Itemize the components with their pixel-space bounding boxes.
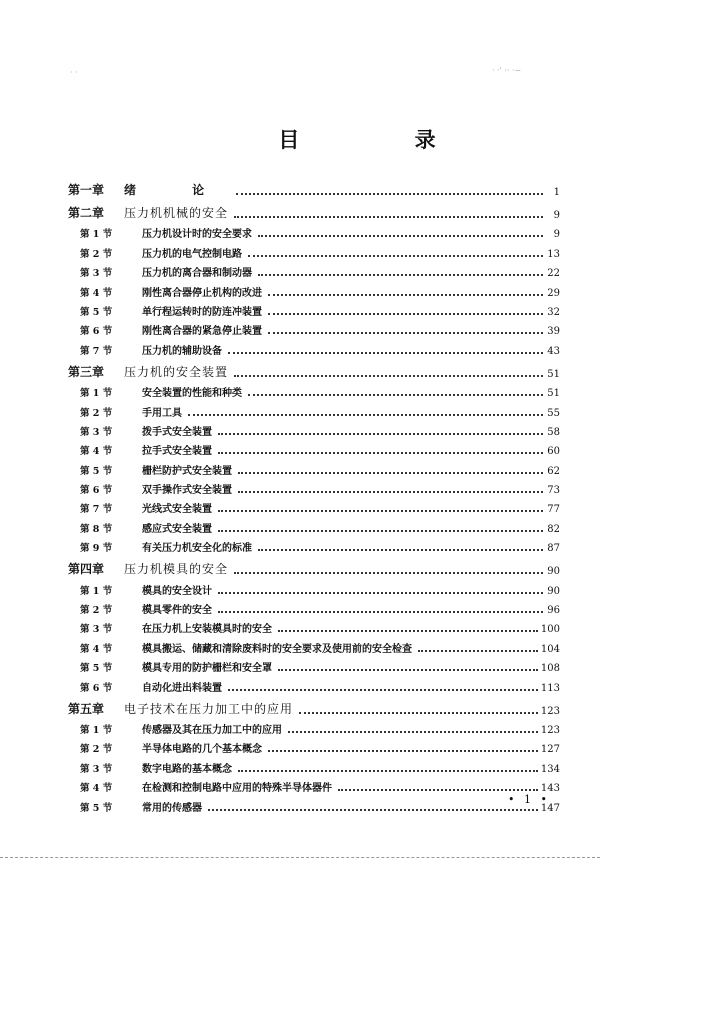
toc-entry-label: 第 1 节 — [80, 388, 113, 400]
leader-dots — [299, 712, 538, 714]
toc-entry-title: 模具的安全设计 — [142, 585, 212, 597]
toc-entry-page: 1 — [553, 187, 560, 198]
toc-entry-page: 90 — [547, 585, 560, 597]
toc-entry-page: 29 — [547, 287, 560, 299]
leader-dots — [418, 650, 538, 652]
toc-entry-label: 第一章 — [68, 183, 105, 197]
toc-entry-label: 第 6 节 — [80, 485, 113, 497]
toc-entry-label: 第 6 节 — [80, 326, 113, 338]
toc-section-entry — [68, 260, 560, 279]
toc-entry-page: 82 — [547, 523, 560, 535]
toc-entry-title: 压力机的辅助设备 — [142, 345, 222, 357]
leader-dots — [228, 352, 543, 354]
toc-entry-title: 模具零件的安全 — [142, 605, 212, 617]
toc-entry-label: 第 7 节 — [80, 345, 113, 357]
toc-entry-title: 压力机的电气控制电路 — [142, 248, 242, 260]
leader-dots — [218, 510, 543, 512]
leader-dots — [228, 689, 538, 691]
toc-entry-label: 第 5 节 — [80, 306, 113, 318]
toc-section-entry — [68, 655, 560, 674]
toc-entry-label: 第 3 节 — [80, 763, 113, 775]
toc-entry-page: 90 — [547, 566, 560, 578]
toc-entry-page: 104 — [540, 643, 560, 655]
leader-dots — [234, 375, 543, 377]
toc-entry-page: 51 — [547, 388, 560, 400]
toc-entry-title: 电子技术在压力加工中的应用 — [124, 701, 294, 716]
toc-entry-title: 安全装置的性能和种类 — [142, 388, 242, 400]
toc-entry-label: 第 6 节 — [80, 682, 113, 694]
toc-entry-page: 143 — [540, 783, 560, 795]
toc-chapter-entry — [68, 177, 560, 198]
toc-entry-page: 13 — [547, 248, 560, 260]
toc-section-entry — [68, 496, 560, 515]
scan-speck: · ·' ·· ·~ — [492, 66, 522, 75]
toc-entry-page: 96 — [547, 605, 560, 617]
toc-entry-page: 123 — [540, 705, 560, 717]
toc-entry-title: 有关压力机安全化的标准 — [142, 543, 252, 555]
toc-entry-title: 感应式安全装置 — [142, 523, 212, 535]
toc-entry-title: 压力机的安全装置 — [124, 364, 229, 379]
toc-section-entry — [68, 755, 560, 774]
toc-entry-label: 第 4 节 — [80, 287, 113, 299]
toc-entry-title: 模具搬运、储藏和清除废料时的安全要求及使用前的安全检查 — [142, 643, 412, 655]
toc-entry-label: 第 1 节 — [80, 724, 113, 736]
toc-entry-title: 在压力机上安装模具时的安全 — [142, 624, 272, 636]
leader-dots — [278, 630, 538, 632]
toc-entry-page: 9 — [553, 229, 560, 241]
toc-entry-title: 单行程运转时的防连冲装置 — [142, 306, 262, 318]
leader-dots — [218, 592, 543, 594]
toc-section-entry — [68, 438, 560, 457]
leader-dots — [268, 332, 543, 334]
leader-dots — [234, 216, 543, 218]
toc-entry-page: 43 — [547, 345, 560, 357]
toc-entry-title: 压力机模具的安全 — [124, 562, 229, 577]
toc-entry-label: 第 3 节 — [80, 624, 113, 636]
toc-entry-title: 传感器及其在压力加工中的应用 — [142, 724, 282, 736]
toc-entry-page: 9 — [553, 210, 560, 221]
toc-entry-label: 第 8 节 — [80, 523, 113, 535]
toc-entry-title: 手用工具 — [142, 407, 182, 419]
toc-entry-label: 第 9 节 — [80, 543, 113, 555]
toc-section-entry — [68, 380, 560, 399]
toc-entry-title: 拨手式安全装置 — [142, 426, 212, 438]
toc-entry-label: 第 5 节 — [80, 802, 113, 814]
toc-entry-title: 模具专用的防护栅栏和安全罩 — [142, 663, 272, 675]
toc-entry-page: 39 — [547, 326, 560, 338]
toc-entry-label: 第 1 节 — [80, 585, 113, 597]
toc-entry-page: 77 — [547, 504, 560, 516]
toc-entry-page: 73 — [547, 485, 560, 497]
leader-dots — [278, 669, 538, 671]
leader-dots — [234, 572, 543, 574]
toc-section-entry — [68, 635, 560, 654]
leader-dots — [268, 313, 543, 315]
leader-dots — [236, 193, 543, 195]
toc-section-entry — [68, 535, 560, 554]
toc-entry-label: 第 4 节 — [80, 783, 113, 795]
leader-dots — [238, 472, 543, 474]
toc-entry-page: 147 — [540, 802, 560, 814]
toc-section-entry — [68, 457, 560, 476]
toc-entry-page: 60 — [547, 446, 560, 458]
toc-entry-title: 半导体电路的几个基本概念 — [142, 744, 262, 756]
toc-entry-label: 第四章 — [68, 562, 105, 577]
toc-entry-label: 第 1 节 — [80, 229, 113, 241]
leader-dots — [248, 255, 543, 257]
leader-dots — [288, 731, 538, 733]
toc-entry-label: 第 4 节 — [80, 446, 113, 458]
toc-title: 目 录 — [278, 127, 490, 152]
toc-entry-label: 第 4 节 — [80, 643, 113, 655]
toc-entry-label: 第 5 节 — [80, 663, 113, 675]
toc-entry-page: 134 — [540, 763, 560, 775]
toc-entry-label: 第 2 节 — [80, 744, 113, 756]
leader-dots — [268, 294, 543, 296]
toc-entry-label: 第五章 — [68, 701, 105, 716]
toc-chapter-entry — [68, 696, 560, 717]
leader-dots — [218, 452, 543, 454]
toc-entry-title: 压力机的离合器和制动器 — [142, 268, 252, 280]
leader-dots — [238, 770, 538, 772]
scan-edge-line — [0, 857, 600, 858]
toc-entry-title: 刚性离合器停止机构的改进 — [142, 287, 262, 299]
toc-section-entry — [68, 240, 560, 259]
toc-entry-title: 在检测和控制电路中应用的特殊半导体器件 — [142, 783, 332, 795]
toc-entry-page: 58 — [547, 426, 560, 438]
toc-section-entry — [68, 221, 560, 240]
leader-dots — [218, 433, 543, 435]
toc-section-entry — [68, 597, 560, 616]
toc-entry-page: 87 — [547, 543, 560, 555]
toc-section-entry — [68, 419, 560, 438]
leader-dots — [258, 235, 543, 237]
toc-entry-label: 第二章 — [68, 206, 105, 220]
toc-section-entry — [68, 515, 560, 534]
toc-entry-label: 第三章 — [68, 364, 105, 379]
leader-dots — [218, 530, 543, 532]
page-number-footer: • 1 • — [508, 793, 550, 806]
toc-entry-page: 22 — [547, 268, 560, 280]
toc-entry-label: 第 5 节 — [80, 465, 113, 477]
leader-dots — [338, 789, 538, 791]
toc-section-entry — [68, 577, 560, 596]
toc-section-entry — [68, 318, 560, 337]
toc-entry-page: 32 — [547, 306, 560, 318]
toc-entry-title: 常用的传感器 — [142, 802, 202, 814]
toc-section-entry — [68, 477, 560, 496]
toc-entry-page: 123 — [540, 724, 560, 736]
toc-entry-title: 压力机机械的安全 — [124, 206, 229, 220]
toc-section-entry — [68, 717, 560, 736]
toc-entry-page: 55 — [547, 407, 560, 419]
toc-entry-page: 113 — [540, 682, 560, 694]
toc-entry-page: 51 — [547, 368, 560, 380]
toc-section-entry — [68, 616, 560, 635]
toc-entry-title: 数字电路的基本概念 — [142, 763, 232, 775]
toc-entry-label: 第 3 节 — [80, 426, 113, 438]
toc-section-entry — [68, 279, 560, 298]
scan-speck: · · — [70, 68, 78, 77]
toc-section-entry — [68, 674, 560, 693]
toc-entry-label: 第 7 节 — [80, 504, 113, 516]
leader-dots — [208, 809, 538, 811]
toc-entry-label: 第 2 节 — [80, 248, 113, 260]
toc-entry-title: 拉手式安全装置 — [142, 446, 212, 458]
toc-chapter-entry — [68, 556, 560, 577]
toc-entry-title: 栅栏防护式安全装置 — [142, 465, 232, 477]
toc-entry-title: 自动化进出料装置 — [142, 682, 222, 694]
toc-chapter-entry — [68, 200, 560, 221]
toc-entry-label: 第 3 节 — [80, 268, 113, 280]
toc-entry-page: 108 — [540, 663, 560, 675]
toc-entry-title: 光线式安全装置 — [142, 504, 212, 516]
toc-entry-title: 绪 论 — [124, 183, 231, 197]
toc-entry-title: 压力机设计时的安全要求 — [142, 229, 252, 241]
toc-section-entry — [68, 399, 560, 418]
leader-dots — [268, 750, 538, 752]
toc-entry-page: 62 — [547, 465, 560, 477]
toc-section-entry — [68, 337, 560, 356]
toc-entry-page: 127 — [540, 744, 560, 756]
toc-section-entry — [68, 794, 560, 813]
toc-section-entry — [68, 736, 560, 755]
toc-entry-page: 100 — [540, 624, 560, 636]
toc-entry-label: 第 2 节 — [80, 407, 113, 419]
toc-chapter-entry — [68, 359, 560, 380]
leader-dots — [218, 611, 543, 613]
leader-dots — [258, 549, 543, 551]
leader-dots — [258, 274, 543, 276]
table-of-contents — [68, 175, 560, 814]
toc-entry-label: 第 2 节 — [80, 605, 113, 617]
leader-dots — [188, 414, 543, 416]
toc-section-entry — [68, 775, 560, 794]
toc-entry-title: 刚性离合器的紧急停止装置 — [142, 326, 262, 338]
toc-entry-title: 双手操作式安全装置 — [142, 485, 232, 497]
toc-section-entry — [68, 299, 560, 318]
leader-dots — [248, 394, 543, 396]
leader-dots — [238, 491, 543, 493]
